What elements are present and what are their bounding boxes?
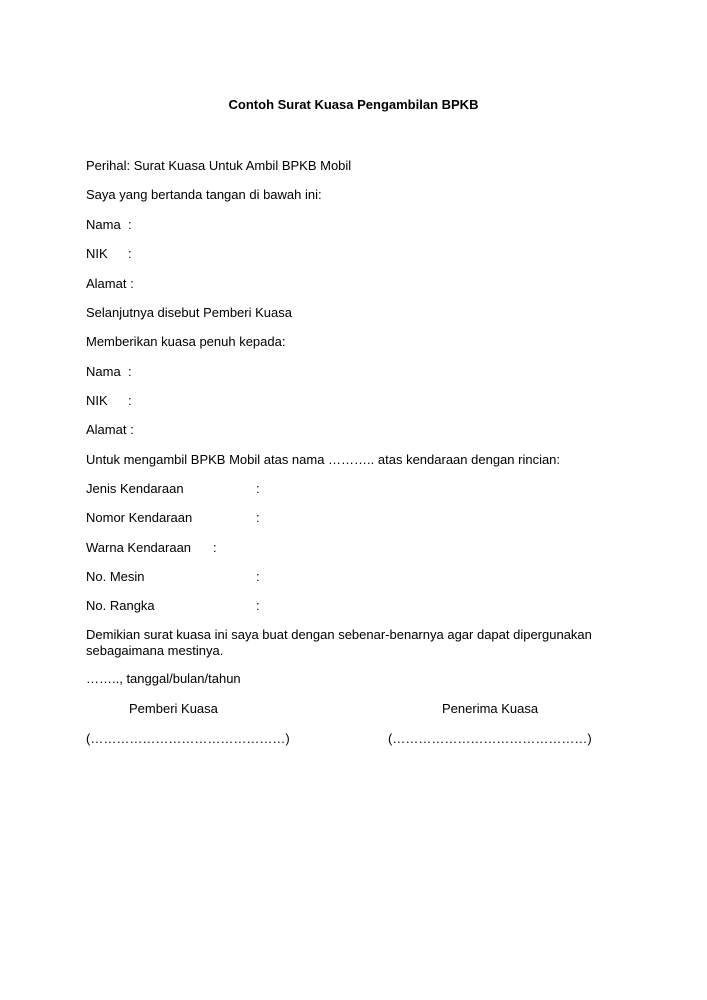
pemberi-nama-colon: : <box>128 217 132 232</box>
disebut-pemberi-line: Selanjutnya disebut Pemberi Kuasa <box>86 305 292 320</box>
document-title: Contoh Surat Kuasa Pengambilan BPKB <box>228 97 479 112</box>
pemberi-nik-label: NIK <box>86 246 108 261</box>
penerima-nama-label: Nama <box>86 364 121 379</box>
penerima-signature-line: (………………………………………) <box>388 731 592 746</box>
rincian-colon: : <box>213 540 217 555</box>
rincian-label: Jenis Kendaraan <box>86 481 184 496</box>
memberikan-line: Memberikan kuasa penuh kepada: <box>86 334 286 349</box>
perihal-line: Perihal: Surat Kuasa Untuk Ambil BPKB Mobil <box>86 158 352 173</box>
tanggal-line: …….., tanggal/bulan/tahun <box>86 671 241 686</box>
rincian-colon: : <box>256 481 260 496</box>
pemberi-kuasa-label: Pemberi Kuasa <box>129 701 218 716</box>
pemberi-nama-label: Nama <box>86 217 121 232</box>
rincian-label: No. Mesin <box>86 569 145 584</box>
pemberi-signature-line: (………………………………………) <box>86 731 290 746</box>
penerima-kuasa-label: Penerima Kuasa <box>442 701 539 716</box>
pemberi-alamat-label: Alamat : <box>86 276 134 291</box>
rincian-label: Nomor Kendaraan <box>86 510 193 525</box>
rincian-label: Warna Kendaraan <box>86 540 192 555</box>
rincian-colon: : <box>256 569 260 584</box>
penerima-alamat-label: Alamat : <box>86 422 134 437</box>
rincian-colon: : <box>256 510 260 525</box>
demikian-paragraph: Demikian surat kuasa ini saya buat dengan sebenar-benarnya agar dapat dipergunakan sebagaimana mestinya. <box>86 627 592 658</box>
penerima-nik-label: NIK <box>86 393 108 408</box>
penerima-nik-colon: : <box>128 393 132 408</box>
penerima-nama-colon: : <box>128 364 132 379</box>
untuk-line: Untuk mengambil BPKB Mobil atas nama ……….. atas kendaraan dengan rincian: <box>86 452 561 467</box>
rincian-label: No. Rangka <box>86 598 155 613</box>
rincian-colon: : <box>256 598 260 613</box>
pemberi-nik-colon: : <box>128 246 132 261</box>
intro-line: Saya yang bertanda tangan di bawah ini: <box>86 187 322 202</box>
